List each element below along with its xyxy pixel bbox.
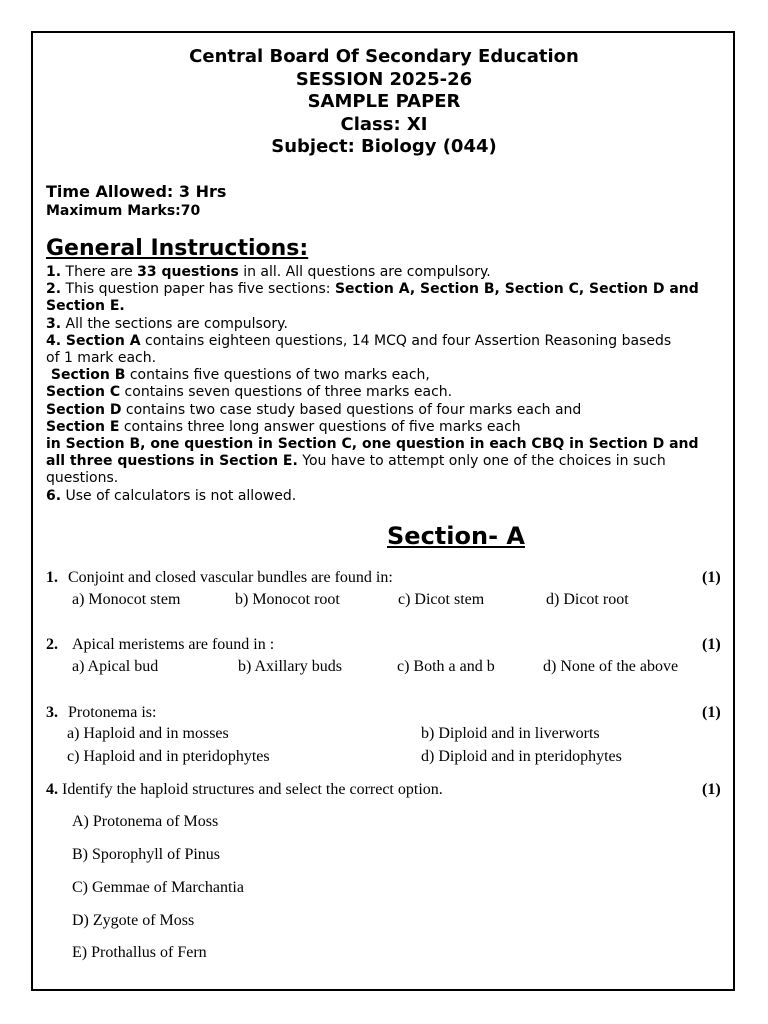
subject-label: Subject: Biology (044) bbox=[271, 136, 497, 157]
option-c: c) Haploid and in pteridophytes bbox=[67, 748, 270, 765]
instruction-line: 1. There are 33 questions in all. All questions are compulsory. bbox=[46, 264, 491, 280]
option-a: a) Haploid and in mosses bbox=[67, 725, 229, 742]
question-text: Identify the haploid structures and select the correct option. bbox=[62, 781, 443, 798]
board-name: Central Board Of Secondary Education bbox=[189, 46, 579, 67]
instruction-line: all three questions in Section E. You have to attempt only one of the choices in such bbox=[46, 453, 666, 470]
instruction-line: of 1 mark each. bbox=[46, 350, 157, 367]
instruction-line: 2. This question paper has five sections: Section A, Section B, Section C, Section D and bbox=[46, 281, 699, 298]
question-number: 1. bbox=[46, 569, 58, 586]
instruction-line: 3. All the sections are compulsory. bbox=[46, 315, 288, 332]
class-label: Class: XI bbox=[340, 113, 428, 135]
question-marks: (1) bbox=[702, 781, 721, 798]
maximum-marks: Maximum Marks:70 bbox=[46, 203, 201, 219]
option-d: d) Dicot root bbox=[546, 591, 629, 608]
question-marks: (1) bbox=[702, 636, 721, 653]
option-d: d) Diploid and in pteridophytes bbox=[421, 748, 622, 765]
session-title: SESSION 2025-26 bbox=[295, 68, 473, 90]
section-a-heading: Section- A bbox=[387, 522, 525, 550]
list-item: C) Gemmae of Marchantia bbox=[72, 879, 244, 896]
question-text: Conjoint and closed vascular bundles are found in: bbox=[68, 569, 393, 586]
instruction-line: Section D contains two case study based questions of four marks each and bbox=[46, 401, 582, 418]
list-item: B) Sporophyll of Pinus bbox=[72, 846, 221, 863]
time-allowed: Time Allowed: 3 Hrs bbox=[46, 182, 227, 201]
option-b: b) Axillary buds bbox=[238, 658, 342, 675]
question-marks: (1) bbox=[702, 569, 721, 586]
question-marks: (1) bbox=[702, 704, 721, 721]
instruction-line: Section C contains seven questions of three marks each. bbox=[46, 384, 453, 401]
question-number: 2. bbox=[46, 636, 58, 653]
option-a: a) Monocot stem bbox=[72, 591, 181, 608]
option-d: d) None of the above bbox=[543, 658, 679, 675]
option-b: b) Diploid and in liverworts bbox=[421, 725, 600, 742]
option-b: b) Monocot root bbox=[235, 591, 340, 608]
paper-type: SAMPLE PAPER bbox=[307, 91, 461, 112]
instruction-line: in Section B, one question in Section C, one question in each CBQ in Section D and bbox=[46, 436, 699, 453]
instructions-list bbox=[46, 264, 722, 505]
question-number: 4. bbox=[46, 781, 58, 798]
option-a: a) Apical bud bbox=[72, 658, 159, 675]
paper-header bbox=[0, 46, 768, 159]
instruction-line: Section B contains five questions of two marks each, bbox=[46, 367, 430, 384]
list-item: A) Protonema of Moss bbox=[72, 813, 219, 830]
instruction-line: 4. Section A contains eighteen questions, 14 MCQ and four Assertion Reasoning baseds bbox=[46, 332, 672, 349]
instruction-line: Section E contains three long answer questions of five marks each bbox=[46, 418, 521, 435]
list-item: D) Zygote of Moss bbox=[72, 912, 195, 929]
list-item: E) Prothallus of Fern bbox=[72, 944, 207, 961]
option-c: c) Both a and b bbox=[397, 658, 495, 675]
instruction-line: Section E. bbox=[46, 298, 125, 315]
instruction-line: questions. bbox=[46, 470, 119, 487]
question-text: Protonema is: bbox=[68, 704, 157, 721]
question-number: 3. bbox=[46, 704, 58, 721]
general-instructions-heading: General Instructions: bbox=[46, 236, 309, 261]
option-c: c) Dicot stem bbox=[398, 591, 485, 608]
instruction-line: 6. Use of calculators is not allowed. bbox=[46, 487, 297, 504]
question-text: Apical meristems are found in : bbox=[72, 636, 275, 653]
